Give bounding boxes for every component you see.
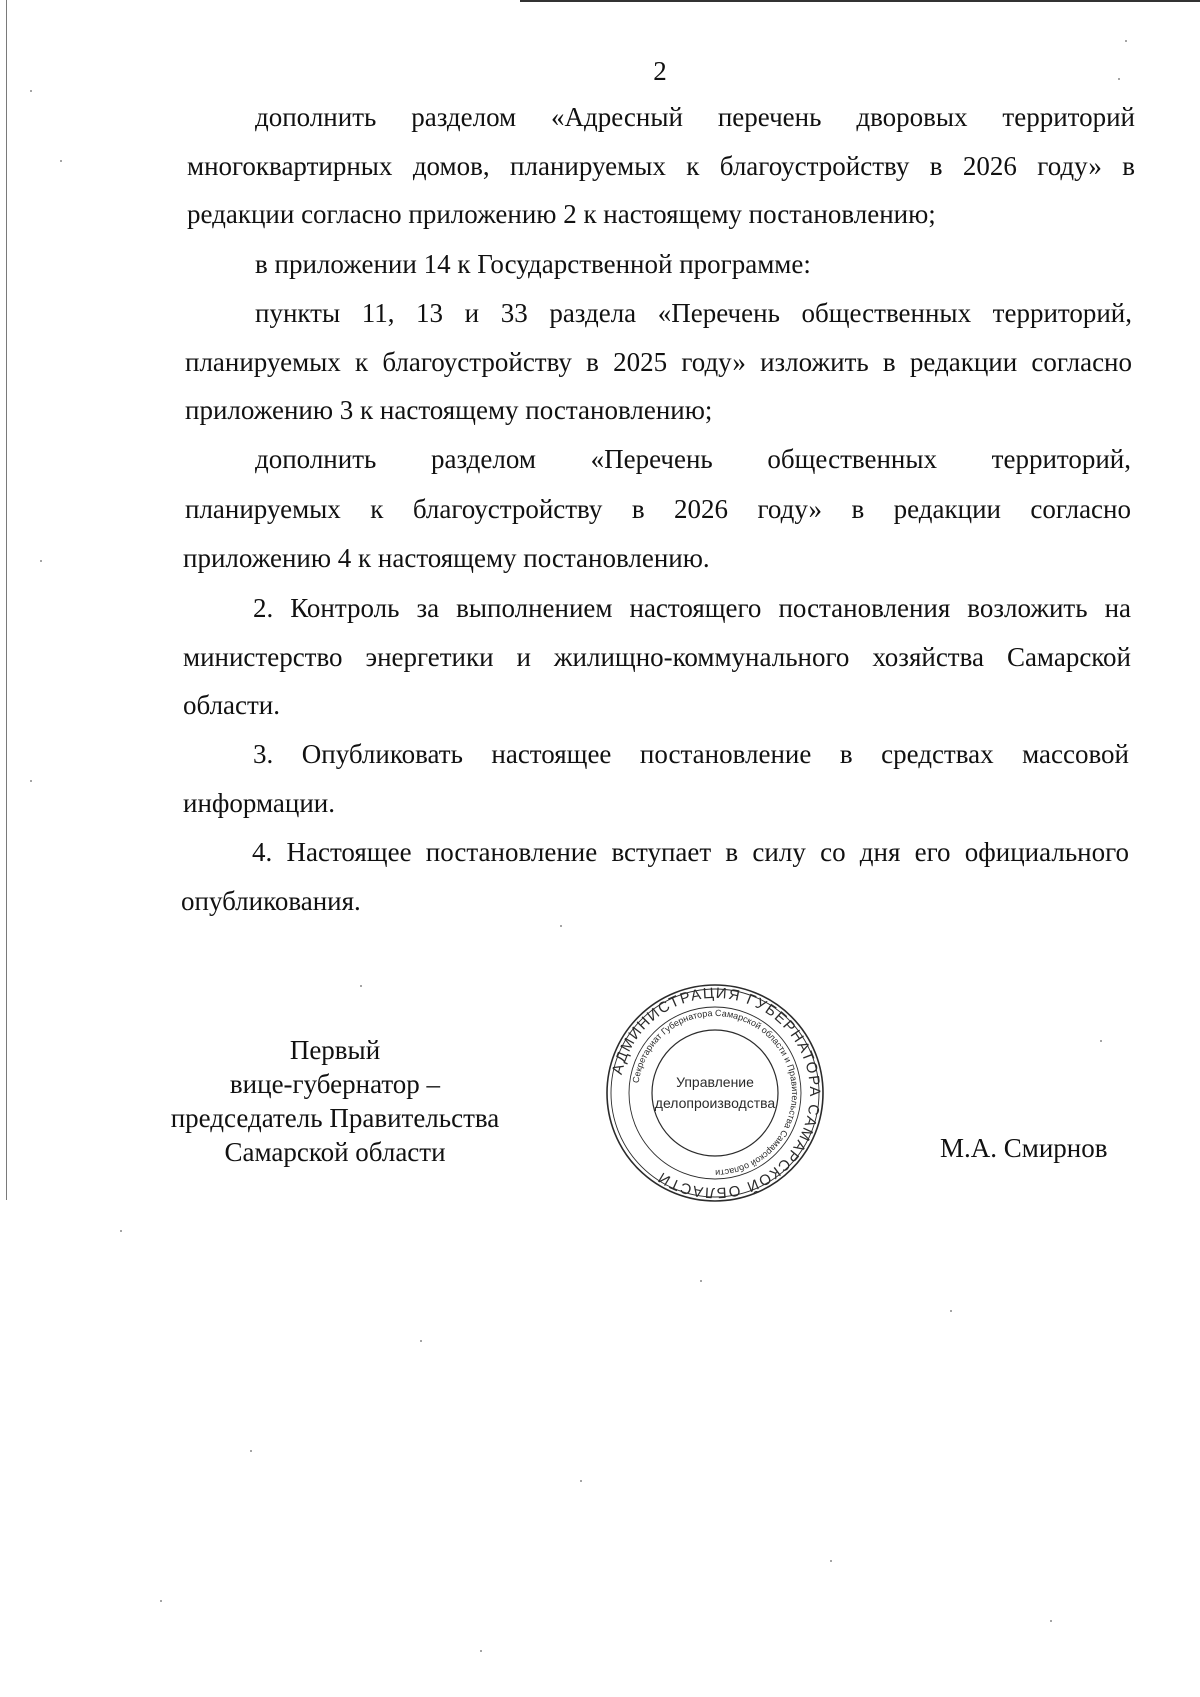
scan-speck	[60, 160, 62, 162]
scan-speck	[160, 1600, 162, 1602]
stamp-outer-text: АДМИНИСТРАЦИЯ ГУБЕРНАТОРА САМАРСКОЙ ОБЛАСТИ	[608, 984, 824, 1202]
signatory-title-line: Первый	[289, 1035, 381, 1065]
scan-speck	[1125, 40, 1127, 42]
body-line: информации.	[183, 788, 335, 818]
scan-speck	[580, 1480, 582, 1482]
page-number: 2	[653, 56, 667, 86]
body-line: дополнить разделом «Адресный перечень дворовых территорий	[255, 102, 1135, 132]
stamp-center-line-1: Управление	[676, 1074, 754, 1090]
body-line: 3. Опубликовать настоящее постановление в средствах массовой	[253, 739, 1129, 769]
scan-speck	[360, 985, 362, 987]
signatory-title	[150, 1033, 520, 1169]
scan-speck	[1050, 1620, 1052, 1622]
scan-speck	[30, 780, 32, 782]
signatory-name: М.А. Смирнов	[940, 1133, 1108, 1163]
stamp-middle-ring	[629, 1007, 801, 1179]
signatory-title-line: Самарской области	[224, 1137, 446, 1167]
body-line: 4. Настоящее постановление вступает в силу со дня его официального	[252, 837, 1129, 867]
signatory-title-line: вице-губернатор –	[229, 1069, 441, 1099]
stamp-center-line-2: делопроизводства	[654, 1095, 776, 1111]
scan-speck	[480, 1650, 482, 1652]
body-line: приложению 4 к настоящему постановлению.	[183, 543, 710, 573]
scan-speck	[120, 1230, 122, 1232]
scan-speck	[830, 1560, 832, 1562]
scan-speck	[420, 1340, 422, 1342]
body-line: пункты 11, 13 и 33 раздела «Перечень общественных территорий,	[255, 298, 1132, 328]
body-line: министерство энергетики и жилищно-коммунального хозяйства Самарской	[183, 642, 1131, 672]
body-line: редакции согласно приложению 2 к настоящему постановлению;	[187, 199, 936, 229]
body-line: дополнить разделом «Перечень общественных территорий,	[255, 444, 1131, 474]
scan-speck	[1118, 78, 1120, 80]
body-line: 2. Контроль за выполнением настоящего постановления возложить на	[253, 593, 1131, 623]
body-line: многоквартирных домов, планируемых к благоустройству в 2026 году» в	[187, 151, 1135, 181]
body-line: опубликования.	[181, 886, 361, 916]
body-line: приложению 3 к настоящему постановлению;	[185, 395, 713, 425]
body-line: планируемых к благоустройству в 2026 году» в редакции согласно	[185, 494, 1131, 524]
scan-speck	[1100, 1040, 1102, 1042]
body-line: в приложении 14 к Государственной программе:	[255, 249, 811, 279]
scan-speck	[560, 925, 562, 927]
scan-speck	[250, 1450, 252, 1452]
scan-speck	[950, 1310, 952, 1312]
scan-speck	[30, 90, 32, 92]
body-line: планируемых к благоустройству в 2025 году» изложить в редакции согласно	[185, 347, 1132, 377]
body-line: области.	[183, 690, 281, 720]
official-stamp	[600, 983, 830, 1203]
stamp-middle-text: Секретариат Губернатора Самарской области и Правительства Самарской области	[630, 1007, 801, 1179]
stamp-center-ring	[652, 1030, 778, 1156]
scan-speck	[700, 1280, 702, 1282]
scan-top-edge	[520, 0, 1200, 2]
scan-speck	[40, 560, 42, 562]
signatory-title-line: председатель Правительства	[170, 1103, 500, 1133]
scan-left-edge	[6, 0, 7, 1200]
